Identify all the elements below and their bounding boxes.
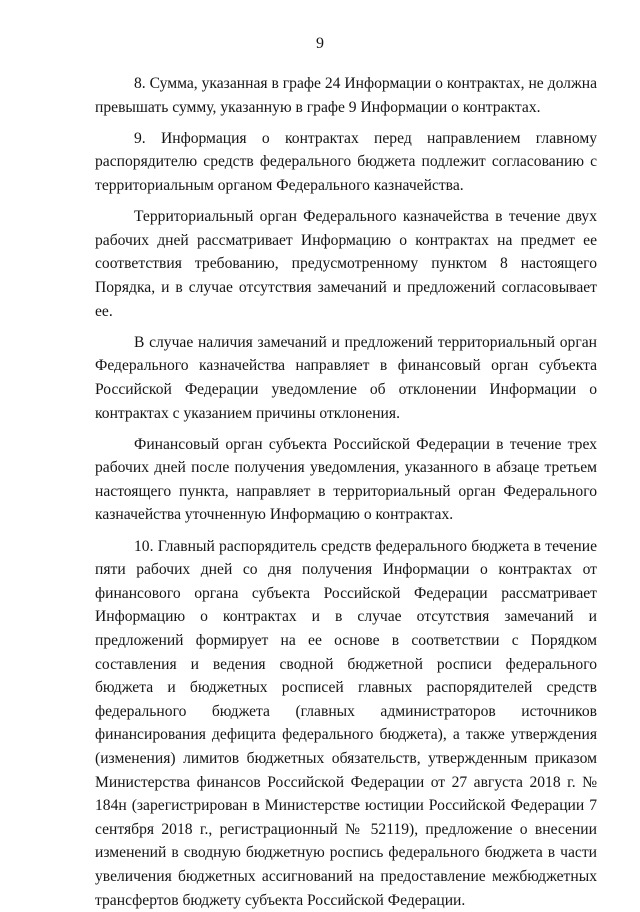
page-number: 9 bbox=[316, 35, 324, 52]
paragraph-item-10: 10. Главный распорядитель средств федерального бюджета в течение пяти рабочих дней со дня получения Информации о контрактах от финансового органа субъекта Российской Федерации рассматривает Информацию о контрактах и в случае отсутствия замечаний и предложений формирует на ее основе в соответствии с Порядком составления и ведения сводной бюджетной росписи федерального бюджета и бюджетных росписей главных распорядителей средств федерального бюджета (главных администраторов источников финансирования дефицита федерального бюджета), а также утверждения (изменения) лимитов бюджетных обязательств, утвержденным приказом Министерства финансов Российской Федерации от 27 августа 2018 г. № 184н (зарегистрирован в Министерстве юстиции Российской Федерации 7 сентября 2018 г., регистрационный № 52119), предложение о внесении изменений в сводную бюджетную роспись федерального бюджета в части увеличения бюджетных ассигнований на предоставление межбюджетных трансфертов бюджету субъекта Российской Федерации. bbox=[95, 537, 597, 909]
paragraph-item-8: 8. Сумма, указанная в графе 24 Информации о контрактах, не должна превышать сумму, указанную в графе 9 Информации о контрактах. bbox=[95, 75, 597, 116]
paragraph-item-9: 9. Информация о контрактах перед направлением главному распорядителю средств федерального бюджета подлежит согласованию с территориальным органом Федерального казначейства. bbox=[95, 129, 597, 194]
paragraph-rejection: В случае наличия замечаний и предложений территориальный орган Федерального казначейства направляет в финансовый орган субъекта Российской Федерации уведомление об отклонении Информации о контрактах с указанием причины отклонения. bbox=[95, 333, 597, 422]
paragraph-review: Территориальный орган Федерального казначейства в течение двух рабочих дней рассматривает Информацию о контрактах на предмет ее соответствия требованию, предусмотренному пунктом 8 настоящего Порядка, и в случае отсутствия замечаний и предложений согласовывает ее. bbox=[95, 208, 597, 320]
paragraph-resubmission: Финансовый орган субъекта Российской Федерации в течение трех рабочих дней после получения уведомления, указанного в абзаце третьем настоящего пункта, направляет в территориальный орган Федерального казначейства уточненную Информацию о контрактах. bbox=[95, 435, 597, 524]
document-body bbox=[95, 72, 597, 912]
